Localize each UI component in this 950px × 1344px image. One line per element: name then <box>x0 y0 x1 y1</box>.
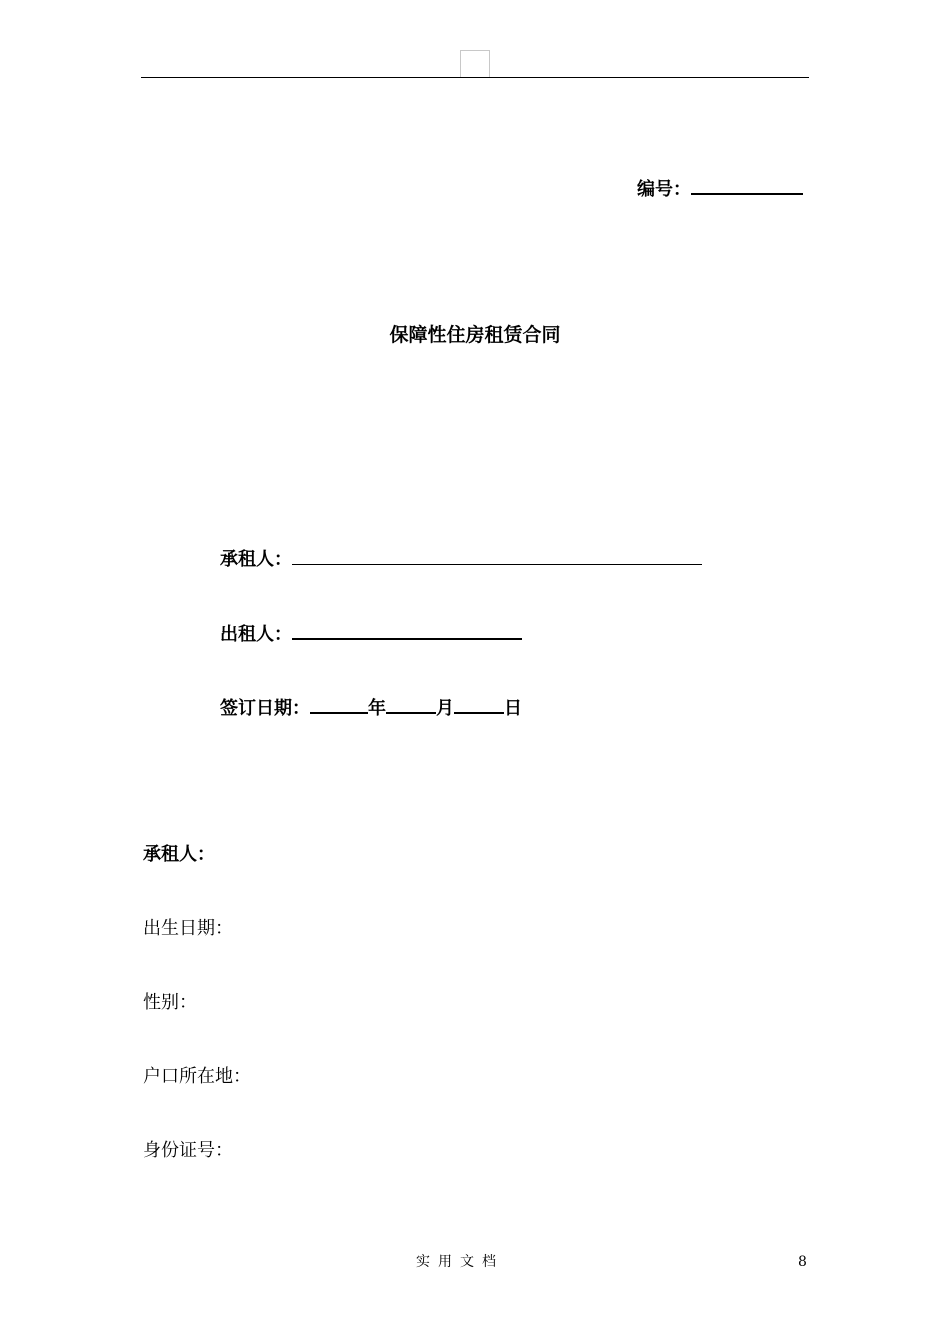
year-label: 年 <box>368 698 386 719</box>
contract-title: 保障性住房租赁合同 <box>389 324 561 346</box>
id-number-label: 身份证号： <box>143 1140 233 1161</box>
header-tab-box <box>460 50 490 78</box>
document-number <box>637 175 803 202</box>
tenant-signature-label: 承租人： <box>220 549 292 570</box>
month-blank <box>386 694 436 714</box>
month-label: 月 <box>436 698 454 719</box>
tenant-section-heading: 承租人： <box>143 844 215 865</box>
footer-text: 实用文档 <box>416 1254 504 1270</box>
document-number-blank <box>691 175 803 195</box>
document-number-label: 编号： <box>637 179 691 200</box>
gender-label: 性别： <box>143 992 197 1013</box>
year-blank <box>310 694 368 714</box>
signing-date-label: 签订日期： <box>220 698 310 719</box>
header-rule <box>141 77 809 78</box>
hukou-label: 户口所在地： <box>143 1066 251 1087</box>
tenant-signature-line <box>220 546 702 572</box>
tenant-signature-blank <box>292 546 702 565</box>
lessor-signature-line <box>220 620 522 647</box>
signing-date-line <box>220 694 522 721</box>
day-label: 日 <box>504 698 522 719</box>
day-blank <box>454 694 504 714</box>
birth-date-label: 出生日期： <box>143 918 233 939</box>
page-number: 8 <box>798 1254 807 1270</box>
lessor-signature-label: 出租人： <box>220 624 292 645</box>
lessor-signature-blank <box>292 620 522 640</box>
